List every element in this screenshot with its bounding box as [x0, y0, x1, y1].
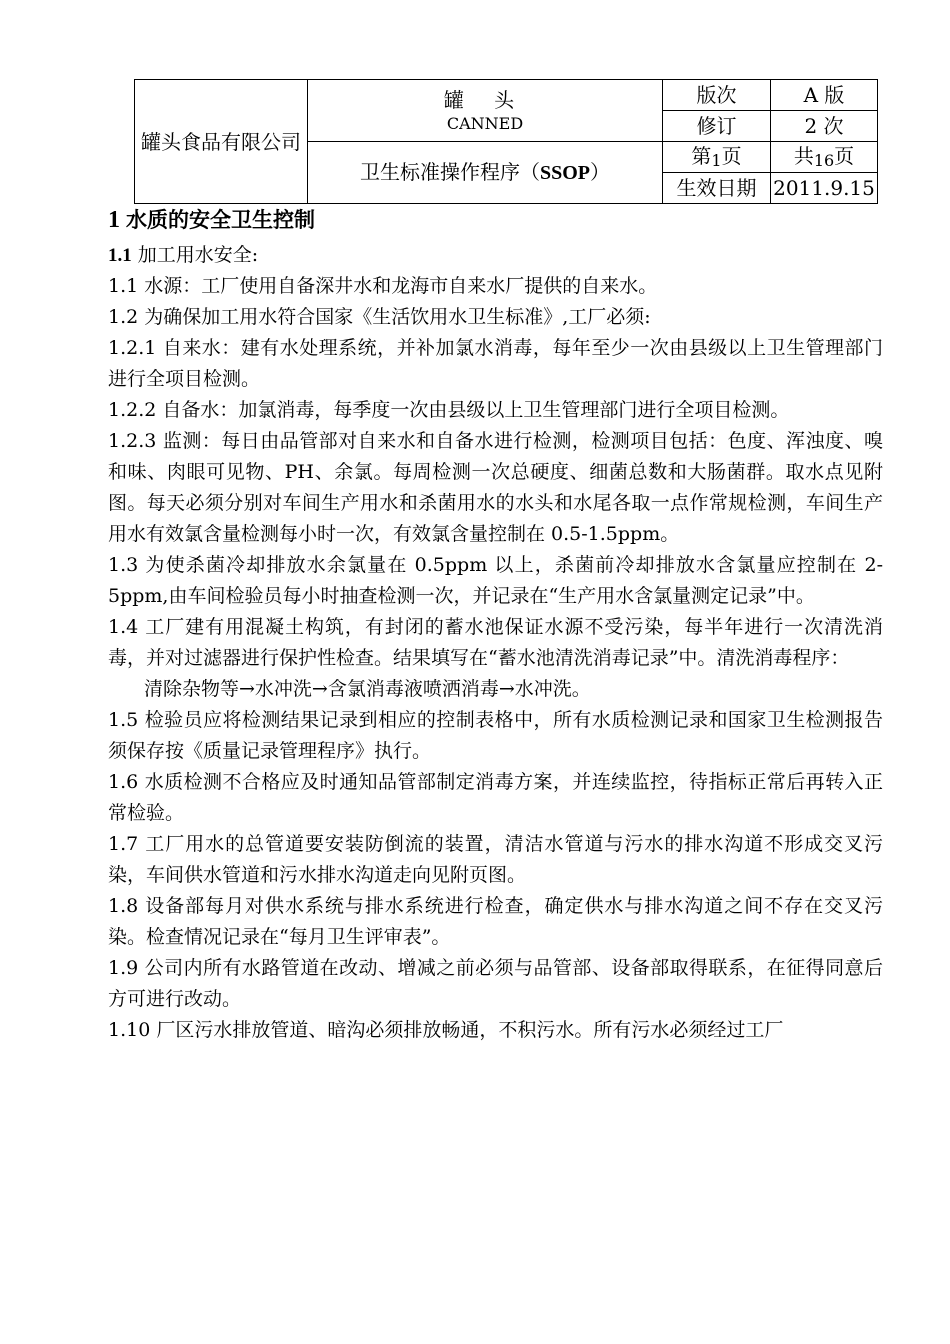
paragraph-records: 1.5 检验员应将检测结果记录到相应的控制表格中，所有水质检测记录和国家卫生检测报告须保存按《质量记录管理程序》执行。 [108, 709, 883, 762]
document-header-table [134, 79, 878, 204]
revision-label: 修订 [663, 111, 771, 142]
paragraph-monitoring: 1.2.3 监测：每日由品管部对自来水和自备水进行检测，检测项目包括：色度、浑浊度、嗅和味、肉眼可见物、PH、余氯。每周检测一次总硬度、细菌总数和大肠菌群。取水点见附图。每天必须分别对车间生产用水和杀菌用水的水头和水尾各取一点作常规检测，车间生产用水有效氯含量检测每小时一次，有效氯含量控制在 0.5-1.5ppm。 [108, 430, 883, 545]
paragraph-tap-water: 1.2.1 自来水：建有水处理系统，并补加氯水消毒，每年至少一次由县级以上卫生管理部门进行全项目检测。 [108, 337, 883, 390]
paragraph-sewage: 1.10 厂区污水排放管道、暗沟必须排放畅通，不积污水。所有污水必须经过工厂 [108, 1019, 784, 1041]
edition-label: 版次 [663, 80, 771, 111]
paragraph-well-water: 1.2.2 自备水：加氯消毒，每季度一次由县级以上卫生管理部门进行全项目检测。 [108, 399, 790, 421]
total-suffix: 页 [834, 144, 855, 168]
subsection-heading [108, 240, 883, 271]
product-name-en: CANNED [446, 113, 524, 133]
paragraph-cleaning-procedure: 清除杂物等→水冲洗→含氯消毒液喷洒消毒→水冲洗。 [144, 678, 591, 700]
product-cell [308, 80, 663, 142]
edition-value: A 版 [771, 80, 878, 111]
section-heading [108, 202, 883, 238]
page-suffix: 页 [721, 144, 742, 168]
document-title-abbr: SSOP [539, 162, 591, 184]
page-number: 1 [711, 151, 722, 170]
company-name: 罐头食品有限公司 [141, 129, 301, 154]
paragraph-residual-chlorine: 1.3 为使杀菌冷却排放水余氯量在 0.5ppm 以上，杀菌前冷却排放水含氯量应控制在 2-5ppm,由车间检验员每小时抽查检测一次，并记录在“生产用水含氯量测定记录”中。 [108, 554, 883, 607]
paragraph-water-source: 1.1 水源：工厂使用自备深井水和龙海市自来水厂提供的自来水。 [108, 275, 658, 297]
paragraph-backflow: 1.7 工厂用水的总管道要安装防倒流的装置，清洁水管道与污水的排水沟道不形成交叉污染，车间供水管道和污水排水沟道走向见附页图。 [108, 833, 883, 886]
revision-value: 2 次 [771, 111, 878, 142]
total-prefix: 共 [793, 144, 814, 168]
page-prefix: 第 [691, 144, 712, 168]
paragraph-monthly-check: 1.8 设备部每月对供水系统与排水系统进行检查，确定供水与排水沟道之间不存在交叉污染。检查情况记录在“每月卫生评审表”。 [108, 895, 883, 948]
subsection-title: 加工用水安全: [137, 244, 259, 266]
product-name-cn: 罐 头 [443, 87, 527, 112]
document-title-cell [308, 142, 663, 204]
document-body [108, 202, 883, 1046]
paragraph-pipe-changes: 1.9 公司内所有水路管道在改动、增减之前必须与品管部、设备部取得联系，在征得同意后方可进行改动。 [108, 957, 883, 1010]
subsection-number: 1.1 [108, 245, 132, 266]
document-title-suffix: ） [590, 160, 611, 184]
page-number-cell [663, 142, 771, 173]
total-pages-number: 16 [813, 151, 835, 170]
document-title-prefix: 卫生标准操作程序（ [359, 160, 540, 184]
section-title: 水质的安全卫生控制 [126, 207, 315, 232]
paragraph-nonconformity: 1.6 水质检测不合格应及时通知品管部制定消毒方案，并连续监控，待指标正常后再转入正常检验。 [108, 771, 883, 824]
paragraph-standard: 1.2 为确保加工用水符合国家《生活饮用水卫生标准》,工厂必须: [108, 306, 651, 328]
section-number: 1 [108, 207, 120, 233]
company-name-cell [135, 80, 308, 204]
effective-date-label: 生效日期 [663, 173, 771, 204]
paragraph-reservoir: 1.4 工厂建有用混凝土构筑，有封闭的蓄水池保证水源不受污染，每半年进行一次清洗消毒，并对过滤器进行保护性检查。结果填写在“蓄水池清洗消毒记录”中。清洗消毒程序： [108, 616, 883, 669]
total-pages-cell [771, 142, 878, 173]
effective-date-value: 2011.9.15 [771, 173, 878, 204]
